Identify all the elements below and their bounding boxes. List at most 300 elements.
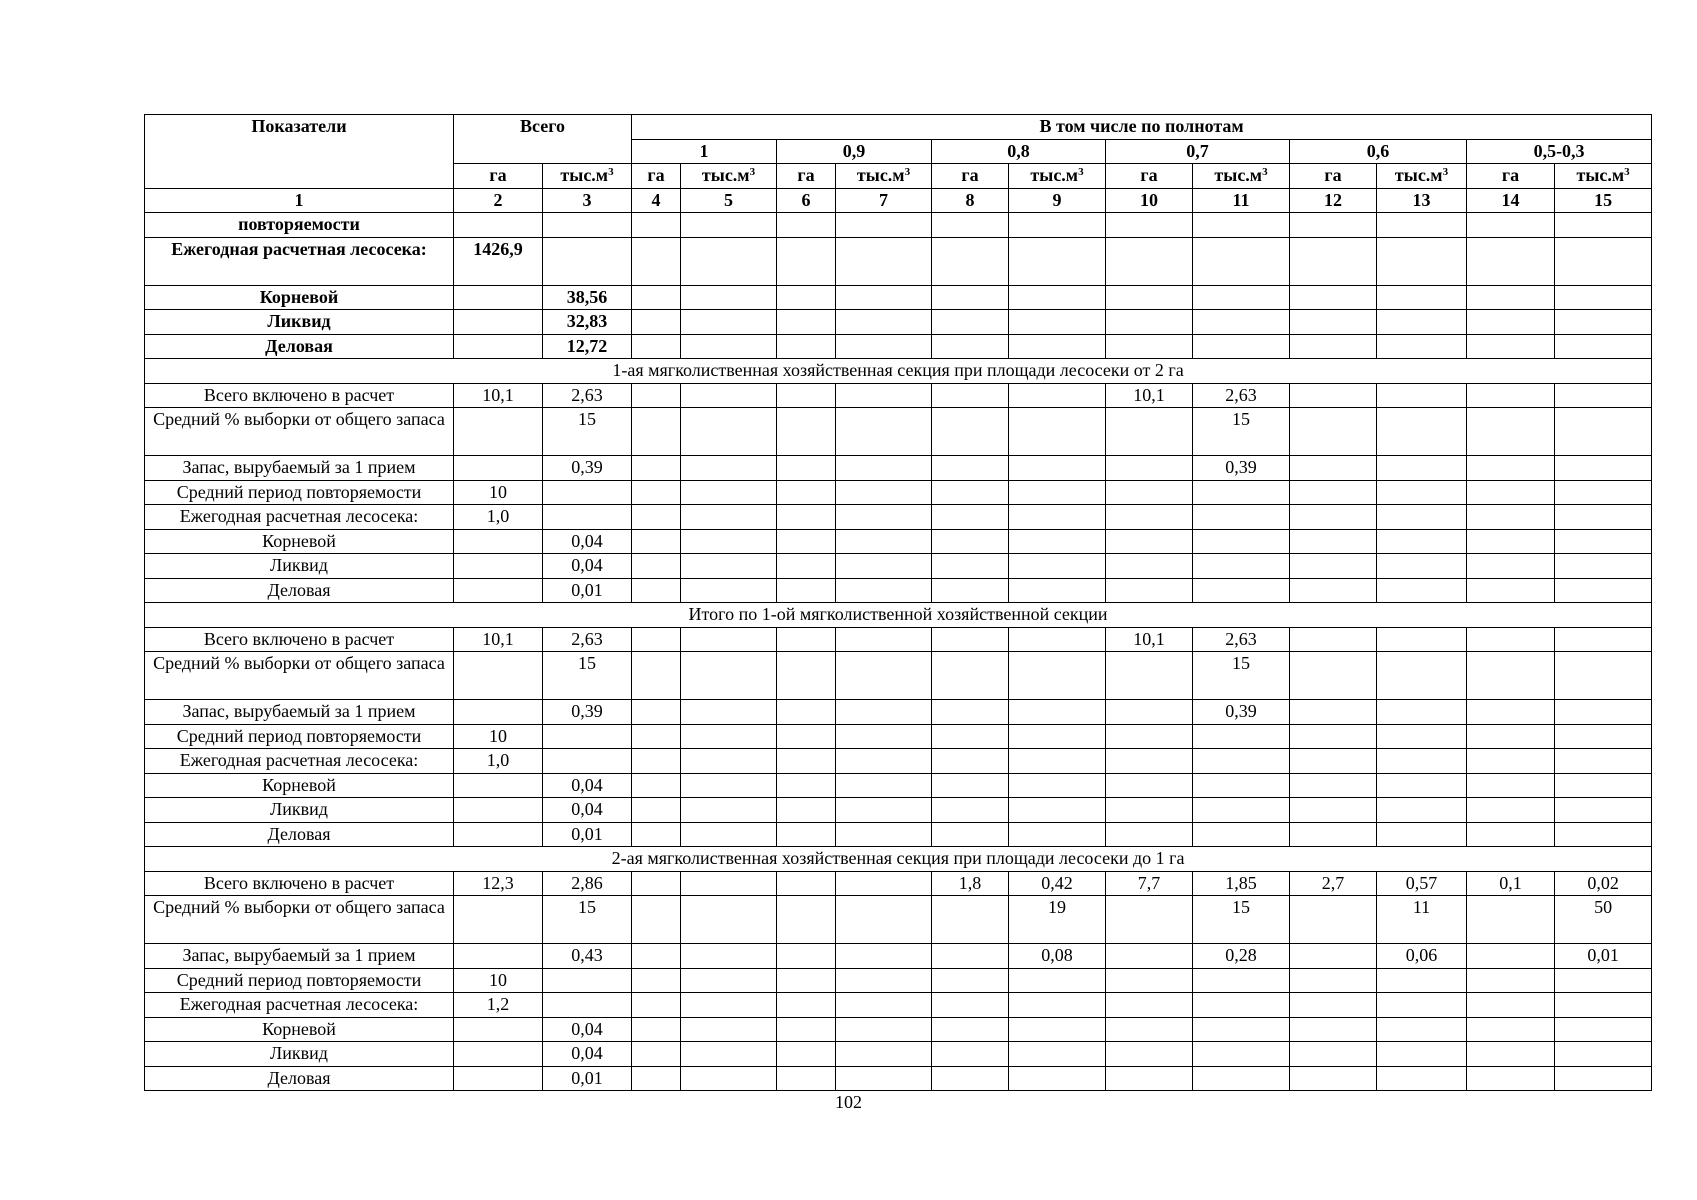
table-cell xyxy=(1467,285,1555,310)
table-cell xyxy=(836,408,932,456)
table-row xyxy=(145,554,1652,579)
table-cell xyxy=(1467,237,1555,285)
table-cell xyxy=(1193,1042,1290,1067)
table-cell xyxy=(454,652,543,700)
row-label: Корневой xyxy=(145,529,454,554)
table-cell xyxy=(932,408,1009,456)
table-cell xyxy=(1555,749,1652,774)
unit-volume-header xyxy=(1377,164,1467,189)
unit-ha-header: га xyxy=(632,164,681,189)
table-cell xyxy=(1467,1066,1555,1091)
table-cell xyxy=(454,773,543,798)
table-cell xyxy=(1009,237,1106,285)
table-cell xyxy=(932,652,1009,700)
table-cell xyxy=(1009,285,1106,310)
table-cell xyxy=(1009,529,1106,554)
table-cell xyxy=(1467,822,1555,847)
table-cell xyxy=(1290,798,1377,823)
table-cell xyxy=(543,724,632,749)
table-row xyxy=(145,578,1652,603)
table-cell xyxy=(1290,578,1377,603)
row-label: Средний % выборки от общего запаса xyxy=(145,896,454,944)
table-cell xyxy=(454,944,543,969)
table-cell xyxy=(1290,480,1377,505)
column-number-5: 5 xyxy=(681,188,777,213)
table-cell xyxy=(1377,408,1467,456)
table-cell xyxy=(777,1042,836,1067)
table-cell xyxy=(932,480,1009,505)
table-cell xyxy=(632,871,681,896)
unit-volume-label: тыс.м xyxy=(1214,165,1263,185)
table-cell xyxy=(1377,968,1467,993)
table-cell xyxy=(632,822,681,847)
section-row xyxy=(145,359,1652,384)
table-cell: 50 xyxy=(1555,896,1652,944)
row-label: Ежегодная расчетная лесосека: xyxy=(145,505,454,530)
table-cell xyxy=(932,456,1009,481)
row-label: Средний период повторяемости xyxy=(145,968,454,993)
unit-volume-superscript: 3 xyxy=(1442,166,1449,178)
unit-volume-superscript: 3 xyxy=(749,166,756,178)
table-cell xyxy=(632,408,681,456)
table-cell xyxy=(836,310,932,335)
table-cell xyxy=(1290,383,1377,408)
table-cell: 10,1 xyxy=(454,383,543,408)
table-cell xyxy=(1377,773,1467,798)
table-cell: 32,83 xyxy=(543,310,632,335)
row-label: Деловая xyxy=(145,578,454,603)
table-cell xyxy=(1009,1066,1106,1091)
forest-table xyxy=(144,114,1652,1091)
row-label: повторяемости xyxy=(145,213,454,238)
table-cell: 11 xyxy=(1377,896,1467,944)
table-row xyxy=(145,798,1652,823)
table-cell: 0,01 xyxy=(543,1066,632,1091)
table-cell xyxy=(777,554,836,579)
table-cell: 10 xyxy=(454,724,543,749)
table-cell xyxy=(1377,578,1467,603)
table-cell xyxy=(1009,652,1106,700)
column-number-8: 8 xyxy=(932,188,1009,213)
density-header-5: 0,5-0,3 xyxy=(1467,139,1652,164)
table-row xyxy=(145,749,1652,774)
table-cell xyxy=(454,700,543,725)
table-cell xyxy=(1290,822,1377,847)
table-cell xyxy=(777,993,836,1018)
table-row xyxy=(145,213,1652,238)
table-cell xyxy=(1290,310,1377,335)
table-cell xyxy=(632,456,681,481)
column-number-2: 2 xyxy=(454,188,543,213)
table-cell xyxy=(1377,529,1467,554)
table-cell xyxy=(1555,773,1652,798)
table-cell xyxy=(1009,213,1106,238)
table-cell xyxy=(1193,480,1290,505)
table-cell xyxy=(836,1017,932,1042)
table-cell xyxy=(1555,334,1652,359)
table-cell xyxy=(1106,505,1193,530)
table-cell xyxy=(1555,1017,1652,1042)
table-cell: 2,63 xyxy=(543,627,632,652)
table-cell xyxy=(681,578,777,603)
unit-ha-header: га xyxy=(1290,164,1377,189)
table-cell xyxy=(1555,456,1652,481)
table-cell xyxy=(1377,627,1467,652)
table-cell xyxy=(932,627,1009,652)
table-cell xyxy=(681,383,777,408)
table-cell xyxy=(932,285,1009,310)
table-cell xyxy=(836,237,932,285)
table-cell xyxy=(1193,554,1290,579)
table-cell xyxy=(1193,529,1290,554)
table-cell xyxy=(632,554,681,579)
table-cell xyxy=(1290,1066,1377,1091)
row-label: Ежегодная расчетная лесосека: xyxy=(145,749,454,774)
table-cell xyxy=(1555,968,1652,993)
table-cell xyxy=(1106,993,1193,1018)
table-cell: 1,8 xyxy=(932,871,1009,896)
table-cell xyxy=(932,237,1009,285)
section-title: 1-ая мягколиственная хозяйственная секция при площади лесосеки от 2 га xyxy=(145,359,1652,384)
table-cell xyxy=(777,724,836,749)
table-row xyxy=(145,285,1652,310)
table-cell: 10,1 xyxy=(1106,383,1193,408)
table-cell xyxy=(1009,456,1106,481)
table-cell xyxy=(681,798,777,823)
table-cell xyxy=(632,505,681,530)
table-cell xyxy=(777,383,836,408)
table-cell xyxy=(632,1017,681,1042)
unit-ha-header: га xyxy=(1106,164,1193,189)
table-cell xyxy=(632,334,681,359)
density-header-0: 1 xyxy=(632,139,777,164)
unit-volume-header xyxy=(1009,164,1106,189)
table-cell xyxy=(777,456,836,481)
table-cell: 0,08 xyxy=(1009,944,1106,969)
table-cell xyxy=(1193,1017,1290,1042)
row-label: Деловая xyxy=(145,1066,454,1091)
table-cell xyxy=(1377,1066,1467,1091)
table-cell: 1,0 xyxy=(454,505,543,530)
table-cell xyxy=(1106,1066,1193,1091)
table-cell xyxy=(777,896,836,944)
table-cell xyxy=(1467,749,1555,774)
table-row xyxy=(145,993,1652,1018)
table-cell xyxy=(1377,1017,1467,1042)
column-number-1: 1 xyxy=(145,188,454,213)
table-cell xyxy=(1106,213,1193,238)
table-cell xyxy=(777,213,836,238)
table-cell: 0,04 xyxy=(543,1042,632,1067)
column-number-row xyxy=(145,188,1652,213)
table-cell: 0,39 xyxy=(1193,700,1290,725)
table-cell xyxy=(1290,627,1377,652)
table-cell xyxy=(681,896,777,944)
row-label: Ежегодная расчетная лесосека: xyxy=(145,993,454,1018)
table-cell xyxy=(1290,652,1377,700)
unit-ha-header: га xyxy=(454,164,543,189)
table-cell xyxy=(681,822,777,847)
table-cell xyxy=(1106,408,1193,456)
table-cell xyxy=(632,896,681,944)
table-cell xyxy=(1290,968,1377,993)
table-cell xyxy=(454,334,543,359)
table-cell xyxy=(1193,505,1290,530)
table-cell xyxy=(1009,993,1106,1018)
table-cell xyxy=(1467,505,1555,530)
table-cell xyxy=(1106,1017,1193,1042)
unit-volume-superscript: 3 xyxy=(608,166,614,178)
table-cell xyxy=(681,408,777,456)
table-cell xyxy=(836,724,932,749)
table-cell xyxy=(777,871,836,896)
table-cell: 1,85 xyxy=(1193,871,1290,896)
unit-volume-superscript: 3 xyxy=(1624,166,1630,178)
table-row xyxy=(145,652,1652,700)
table-row xyxy=(145,968,1652,993)
table-cell xyxy=(1555,285,1652,310)
table-cell xyxy=(777,652,836,700)
table-cell xyxy=(1555,408,1652,456)
table-cell: 0,1 xyxy=(1467,871,1555,896)
table-cell xyxy=(777,968,836,993)
table-row xyxy=(145,1042,1652,1067)
row-label: Средний % выборки от общего запаса xyxy=(145,408,454,456)
section-title: Итого по 1-ой мягколиственной хозяйственной секции xyxy=(145,603,1652,628)
table-cell xyxy=(1009,798,1106,823)
table-cell xyxy=(632,1066,681,1091)
indicators-header: Показатели xyxy=(145,115,454,189)
table-cell xyxy=(1290,993,1377,1018)
table-cell xyxy=(1467,700,1555,725)
table-cell xyxy=(454,213,543,238)
table-cell xyxy=(932,1066,1009,1091)
table-cell xyxy=(836,749,932,774)
table-cell xyxy=(836,529,932,554)
table-cell xyxy=(1377,1042,1467,1067)
table-cell xyxy=(1290,944,1377,969)
table-cell xyxy=(681,554,777,579)
row-label: Корневой xyxy=(145,1017,454,1042)
table-cell: 0,43 xyxy=(543,944,632,969)
table-cell xyxy=(1009,505,1106,530)
table-cell xyxy=(681,773,777,798)
table-cell xyxy=(1555,724,1652,749)
table-cell xyxy=(1555,1066,1652,1091)
table-cell xyxy=(777,480,836,505)
table-cell xyxy=(454,529,543,554)
table-body xyxy=(145,213,1652,1091)
table-cell xyxy=(632,944,681,969)
table-cell: 15 xyxy=(543,652,632,700)
table-cell xyxy=(681,505,777,530)
table-cell xyxy=(777,1017,836,1042)
table-cell xyxy=(932,334,1009,359)
column-number-10: 10 xyxy=(1106,188,1193,213)
table-cell xyxy=(1106,310,1193,335)
table-cell xyxy=(632,310,681,335)
table-cell xyxy=(1193,334,1290,359)
table-row xyxy=(145,1066,1652,1091)
table-cell xyxy=(1193,993,1290,1018)
table-cell xyxy=(1555,213,1652,238)
table-cell xyxy=(1377,383,1467,408)
row-label: Всего включено в расчет xyxy=(145,383,454,408)
table-cell xyxy=(632,578,681,603)
table-cell xyxy=(1555,578,1652,603)
unit-ha-header: га xyxy=(932,164,1009,189)
table-cell xyxy=(932,773,1009,798)
table-cell xyxy=(1467,944,1555,969)
table-cell xyxy=(1106,334,1193,359)
table-cell: 15 xyxy=(543,896,632,944)
table-cell xyxy=(1290,505,1377,530)
table-cell: 0,04 xyxy=(543,773,632,798)
table-cell xyxy=(632,993,681,1018)
row-label: Корневой xyxy=(145,285,454,310)
table-cell xyxy=(777,944,836,969)
table-cell xyxy=(543,749,632,774)
row-label: Запас, вырубаемый за 1 прием xyxy=(145,700,454,725)
table-cell xyxy=(1467,652,1555,700)
row-label: Ежегодная расчетная лесосека: xyxy=(145,237,454,285)
table-row xyxy=(145,334,1652,359)
table-cell xyxy=(932,896,1009,944)
table-cell xyxy=(836,773,932,798)
table-cell xyxy=(777,700,836,725)
table-cell xyxy=(681,1066,777,1091)
table-cell xyxy=(1106,968,1193,993)
table-cell xyxy=(1009,334,1106,359)
table-cell xyxy=(836,627,932,652)
table-cell xyxy=(1467,1042,1555,1067)
table-cell: 1,2 xyxy=(454,993,543,1018)
table-cell xyxy=(1377,554,1467,579)
table-cell xyxy=(836,798,932,823)
table-row xyxy=(145,627,1652,652)
table-cell xyxy=(932,798,1009,823)
table-cell xyxy=(1106,749,1193,774)
table-row xyxy=(145,310,1652,335)
table-cell xyxy=(1193,773,1290,798)
table-cell xyxy=(777,285,836,310)
table-cell xyxy=(932,578,1009,603)
table-cell xyxy=(932,505,1009,530)
column-number-15: 15 xyxy=(1555,188,1652,213)
table-cell xyxy=(1290,1042,1377,1067)
table-cell xyxy=(1193,237,1290,285)
unit-volume-header xyxy=(543,164,632,189)
table-cell xyxy=(681,627,777,652)
section-title: 2-ая мягколиственная хозяйственная секция при площади лесосеки до 1 га xyxy=(145,847,1652,872)
table-cell: 12,3 xyxy=(454,871,543,896)
table-cell: 1,0 xyxy=(454,749,543,774)
row-label: Средний период повторяемости xyxy=(145,724,454,749)
table-cell xyxy=(681,749,777,774)
table-cell xyxy=(681,456,777,481)
column-number-14: 14 xyxy=(1467,188,1555,213)
table-cell xyxy=(932,944,1009,969)
table-cell xyxy=(1377,700,1467,725)
table-cell xyxy=(836,213,932,238)
table-cell xyxy=(1106,944,1193,969)
table-cell xyxy=(1377,456,1467,481)
row-label: Ликвид xyxy=(145,1042,454,1067)
table-cell xyxy=(632,968,681,993)
table-cell xyxy=(836,285,932,310)
table-cell xyxy=(1467,456,1555,481)
table-cell xyxy=(1467,383,1555,408)
table-row xyxy=(145,480,1652,505)
table-cell xyxy=(1467,529,1555,554)
table-cell xyxy=(632,724,681,749)
table-cell: 0,39 xyxy=(1193,456,1290,481)
table-cell xyxy=(1555,993,1652,1018)
table-cell xyxy=(1555,310,1652,335)
table-cell xyxy=(777,798,836,823)
table-cell: 15 xyxy=(543,408,632,456)
table-cell xyxy=(1377,652,1467,700)
table-cell xyxy=(632,1042,681,1067)
table-row xyxy=(145,1017,1652,1042)
unit-volume-superscript: 3 xyxy=(1262,166,1268,178)
table-cell xyxy=(1009,408,1106,456)
table-cell xyxy=(454,822,543,847)
row-label: Ликвид xyxy=(145,798,454,823)
table-cell xyxy=(932,968,1009,993)
table-cell xyxy=(1106,480,1193,505)
table-cell xyxy=(1555,383,1652,408)
table-cell xyxy=(681,1017,777,1042)
table-cell: 0,02 xyxy=(1555,871,1652,896)
table-row xyxy=(145,896,1652,944)
table-cell: 2,63 xyxy=(1193,627,1290,652)
column-number-3: 3 xyxy=(543,188,632,213)
table-cell xyxy=(454,408,543,456)
table-cell xyxy=(1467,627,1555,652)
table-cell xyxy=(777,237,836,285)
table-cell xyxy=(777,749,836,774)
table-cell: 0,04 xyxy=(543,554,632,579)
table-cell: 0,57 xyxy=(1377,871,1467,896)
table-cell xyxy=(836,334,932,359)
table-cell xyxy=(681,652,777,700)
unit-volume-label: тыс.м xyxy=(701,165,750,185)
table-cell xyxy=(1290,334,1377,359)
unit-volume-superscript: 3 xyxy=(1078,166,1084,178)
table-cell xyxy=(1467,724,1555,749)
table-cell xyxy=(1009,578,1106,603)
table-row xyxy=(145,724,1652,749)
table-cell xyxy=(777,627,836,652)
unit-volume-header xyxy=(1555,164,1652,189)
table-cell xyxy=(836,944,932,969)
table-cell: 0,28 xyxy=(1193,944,1290,969)
table-cell xyxy=(1193,822,1290,847)
table-cell xyxy=(1106,529,1193,554)
density-header-2: 0,8 xyxy=(932,139,1106,164)
table-cell xyxy=(836,480,932,505)
table-cell: 10 xyxy=(454,480,543,505)
table-cell xyxy=(1193,798,1290,823)
table-cell xyxy=(1290,1017,1377,1042)
table-cell xyxy=(454,578,543,603)
unit-volume-label: тыс.м xyxy=(1576,165,1625,185)
table-cell xyxy=(1009,310,1106,335)
table-cell xyxy=(1193,1066,1290,1091)
table-cell xyxy=(1193,285,1290,310)
table-cell xyxy=(1106,896,1193,944)
